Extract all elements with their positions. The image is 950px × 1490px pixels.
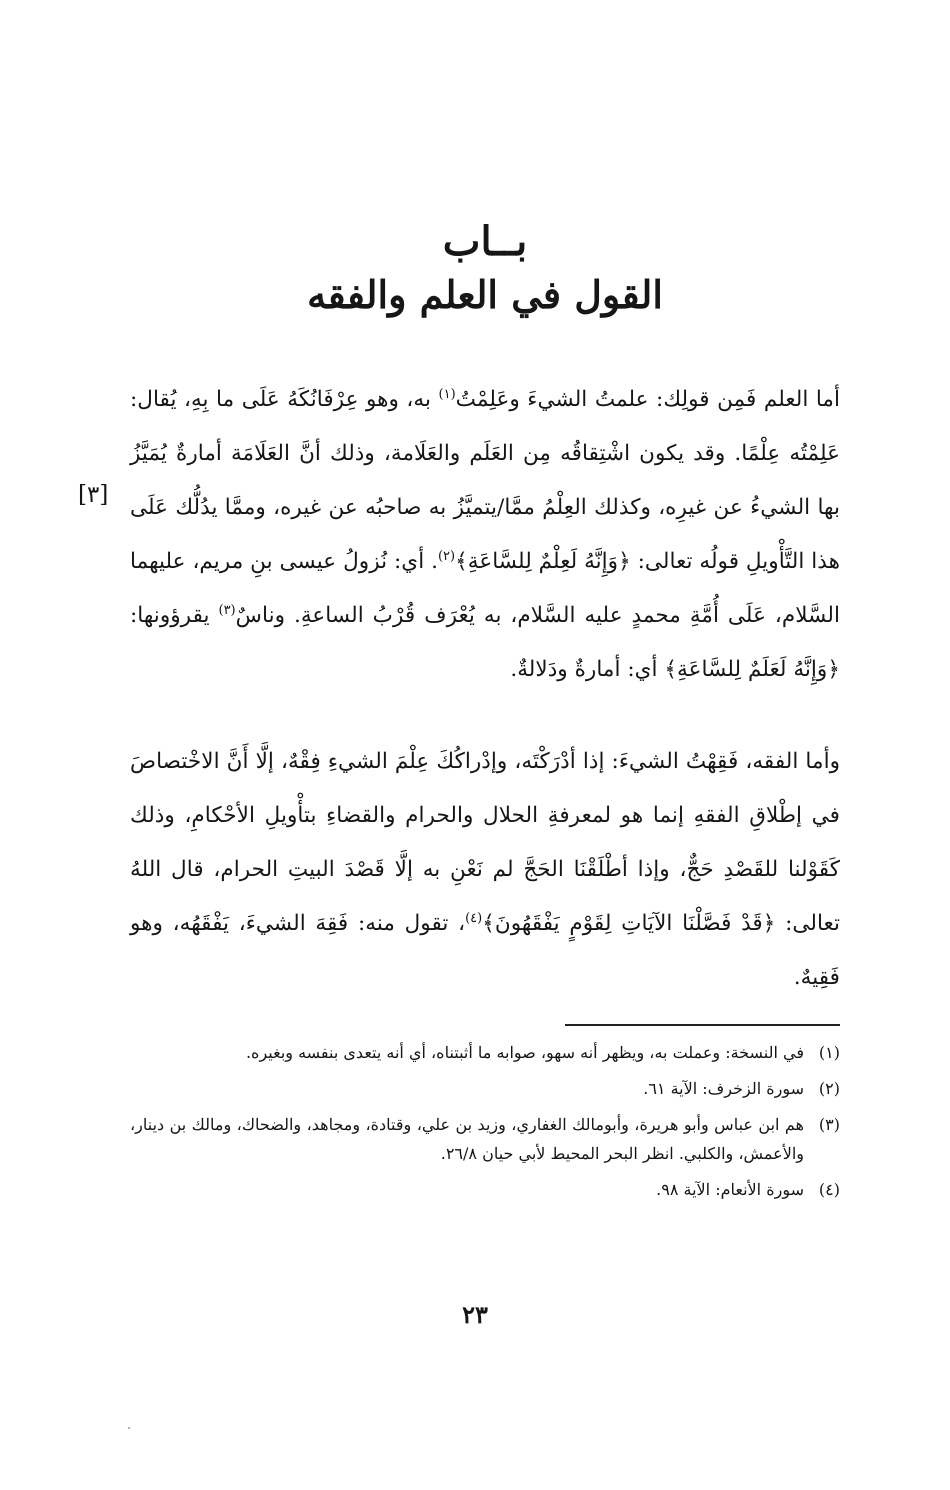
footnote-1 <box>130 1038 840 1067</box>
footnotes <box>130 1038 840 1211</box>
paragraph-text: أما العلم فَمِن قولِك: علمتُ الشيءَ وعَلِمْتُ <box>455 387 840 412</box>
paragraph-text: يقرؤونها: ﴿وَإِنَّهُ لَعَلَمٌ لِلسَّاعَةِ﴾ أي: أمارةٌ ودَلالةٌ. <box>130 603 840 682</box>
paragraph-text: وأما الفقه، فَقِهْتُ الشيءَ: إذا أدْرَكْتَه، وإدْراكُكَ عِلْمَ الشيءِ فِقْهٌ، إلَّا أَنَّ الاخْتصاصَ في إطْلاقِ الفقهِ إنما هو لمعرفةِ الحلال والحرام والقضاءِ بتأْويلِ الأحْكامِ، وذلك كَقَوْلنا للقَصْدِ حَجٌّ، وإذا أطْلَقْنَا الحَجَّ لم نَعْنِ به إلَّا قَصْدَ البيتِ الحرام، قال اللهُ تعالى: ﴿قَدْ فَصَّلْنَا الآيَاتِ لِقَوْمٍ يَفْقَهُونَ﴾ <box>130 749 840 936</box>
footnote-3 <box>130 1110 840 1168</box>
footnote-number: (٢) <box>818 1079 840 1098</box>
paper-speck <box>128 1427 130 1429</box>
paragraph-knowledge <box>130 373 840 697</box>
paragraph-text: . أي: نُزولُ عيسى بنِ مريم، عليهما السَّلام، عَلَى أُمَّةِ محمدٍ عليه السَّلام، به يُعْرَف قُرْبُ الساعةِ. وناسٌ <box>130 549 840 628</box>
footnote-text: في النسخة: وعملت به، ويظهر أنه سهو، صوابه ما أثبتناه، أي أنه يتعدى بنفسه وبغيره. <box>245 1043 804 1062</box>
footnote-divider <box>565 1024 840 1026</box>
paragraph-fiqh <box>130 735 840 1005</box>
footnote-4 <box>130 1175 840 1204</box>
footnote-text: سورة الزخرف: الآية ٦١. <box>643 1079 804 1098</box>
footnote-ref-4[interactable]: (٤) <box>465 910 483 926</box>
footnote-ref-2[interactable]: (٢) <box>437 548 456 564</box>
page-number: ٢٣ <box>462 1300 488 1329</box>
footnote-text: سورة الأنعام: الآية ٩٨. <box>656 1180 804 1199</box>
footnote-text: هم ابن عباس وأبو هريرة، وأبومالك الغفاري، وزيد بن علي، وقتادة، ومجاهد، والضحاك، ومالك بن دينار، والأعمش، والكلبي. انظر البحر المحيط لأبي حيان ٢٦/٨. <box>130 1115 804 1163</box>
paragraph-text: ، تقول منه: فَقِهَ الشيءَ، يَفْقَهُه، وهو فَقِيهٌ. <box>130 911 840 990</box>
footnote-number: (١) <box>818 1043 840 1062</box>
footnote-ref-1[interactable]: (١) <box>438 386 456 402</box>
footnote-2 <box>130 1074 840 1103</box>
manuscript-page-marker: [٣] <box>78 482 109 508</box>
footnote-number: (٤) <box>818 1180 840 1199</box>
footnote-number: (٣) <box>818 1115 840 1134</box>
paragraph-text: به، وهو عِرْفَانُكَهُ عَلَى ما بِهِ، يُقال: عَلِمْتُه عِلْمًا. وقد يكون اشْتِقاقُه مِن العَلَم والعَلَامة، وذلك أنَّ العَلَامَة أمارةٌ يُمَيَّزُ بها الشيءُ عن غيرِه، وكذلك العِلْمُ ممَّا/يتميَّزُ به صاحبُه عن غيره، وممَّا يدُلُّك عَلَى هذا التَّأْويلِ قولُه تعالى: ﴿وَإِنَّهُ لَعِلْمٌ لِلسَّاعَةِ﴾ <box>130 387 840 574</box>
chapter-label: بــاب <box>442 218 528 265</box>
footnote-ref-3[interactable]: (٣) <box>218 602 236 618</box>
chapter-title: القول في العلم والفقه <box>307 272 663 317</box>
